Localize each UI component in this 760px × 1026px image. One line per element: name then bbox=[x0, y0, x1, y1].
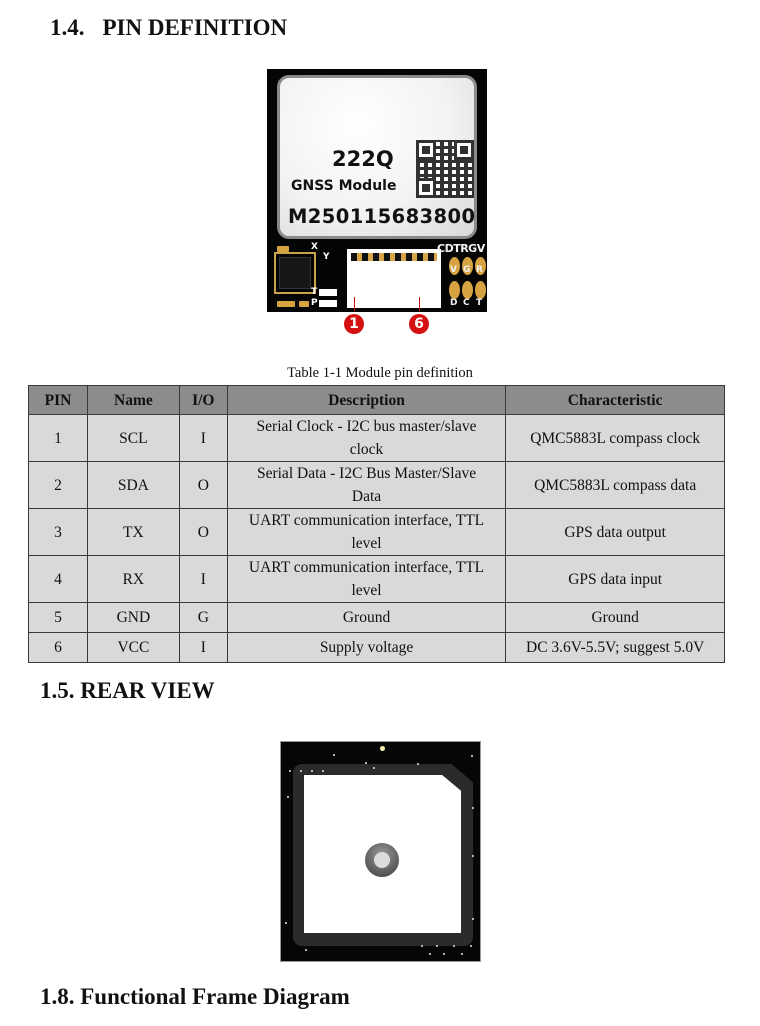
axis-y-label: Y bbox=[323, 252, 330, 262]
cell-pin: 6 bbox=[29, 633, 88, 663]
cell-io: G bbox=[179, 603, 227, 633]
table-row bbox=[29, 462, 725, 509]
section-title: PIN DEFINITION bbox=[102, 15, 288, 40]
cell-name: GND bbox=[87, 603, 179, 633]
cell-characteristic: Ground bbox=[506, 603, 725, 633]
cell-name: SCL bbox=[87, 415, 179, 462]
cell-io: I bbox=[179, 556, 227, 603]
cell-description: Serial Clock - I2C bus master/slave clock bbox=[227, 415, 506, 462]
pad-label-v: V bbox=[450, 265, 457, 275]
compass-chip-icon bbox=[279, 257, 311, 289]
cell-pin: 2 bbox=[29, 462, 88, 509]
header-io: I/O bbox=[179, 386, 227, 415]
test-pad-t-label: T bbox=[311, 287, 318, 297]
header-characteristic: Characteristic bbox=[506, 386, 725, 415]
pin-1-marker: 1 bbox=[344, 314, 364, 334]
table-header-row bbox=[29, 386, 725, 415]
test-pad-p-label: P bbox=[311, 298, 318, 308]
cell-characteristic: QMC5883L compass data bbox=[506, 462, 725, 509]
module-front-image bbox=[267, 69, 487, 312]
pad-label-g: G bbox=[463, 265, 471, 275]
pad-label-r: R bbox=[476, 265, 483, 275]
antenna-feed-icon bbox=[365, 843, 399, 877]
header-pin: PIN bbox=[29, 386, 88, 415]
cell-description: Serial Data - I2C Bus Master/Slave Data bbox=[227, 462, 506, 509]
pin-6-marker: 6 bbox=[409, 314, 429, 334]
axis-x-label: X bbox=[311, 242, 318, 252]
test-pad-t bbox=[319, 289, 337, 296]
led-icon bbox=[380, 746, 385, 751]
cell-io: O bbox=[179, 509, 227, 556]
table-row bbox=[29, 603, 725, 633]
table-row bbox=[29, 415, 725, 462]
section-heading-rear-view: 1.5. REAR VIEW bbox=[40, 678, 215, 703]
pad-header-labels: CDTRGV bbox=[437, 242, 485, 255]
test-pad-p bbox=[319, 300, 337, 307]
table-row bbox=[29, 509, 725, 556]
section-heading-functional-frame: 1.8. Functional Frame Diagram bbox=[40, 984, 350, 1009]
module-label bbox=[277, 75, 477, 239]
pin-definition-table bbox=[28, 385, 725, 663]
cell-characteristic: DC 3.6V-5.5V; suggest 5.0V bbox=[506, 633, 725, 663]
connector-icon bbox=[347, 249, 441, 308]
module-rear-image bbox=[280, 741, 481, 962]
pad-label-c: C bbox=[463, 298, 470, 308]
cell-io: I bbox=[179, 633, 227, 663]
cell-description: UART communication interface, TTL level bbox=[227, 509, 506, 556]
module-model: 222Q bbox=[332, 147, 394, 171]
cell-io: I bbox=[179, 415, 227, 462]
pad-label-t: T bbox=[476, 298, 483, 308]
cell-name: RX bbox=[87, 556, 179, 603]
cell-pin: 3 bbox=[29, 509, 88, 556]
cell-characteristic: GPS data output bbox=[506, 509, 725, 556]
cell-characteristic: GPS data input bbox=[506, 556, 725, 603]
cell-io: O bbox=[179, 462, 227, 509]
cell-description: Supply voltage bbox=[227, 633, 506, 663]
cell-characteristic: QMC5883L compass clock bbox=[506, 415, 725, 462]
cell-pin: 5 bbox=[29, 603, 88, 633]
cell-name: VCC bbox=[87, 633, 179, 663]
pad-label-d: D bbox=[450, 298, 458, 308]
qr-code-icon bbox=[416, 140, 474, 198]
cell-pin: 1 bbox=[29, 415, 88, 462]
section-number: 1.4. bbox=[50, 15, 85, 40]
table-row bbox=[29, 556, 725, 603]
table-row bbox=[29, 633, 725, 663]
module-serial: M250115683800 bbox=[288, 205, 476, 228]
table-caption: Table 1-1 Module pin definition bbox=[287, 365, 473, 381]
header-description: Description bbox=[227, 386, 506, 415]
cell-description: UART communication interface, TTL level bbox=[227, 556, 506, 603]
section-heading-pin-definition bbox=[50, 15, 287, 41]
cell-description: Ground bbox=[227, 603, 506, 633]
cell-pin: 4 bbox=[29, 556, 88, 603]
cell-name: SDA bbox=[87, 462, 179, 509]
header-name: Name bbox=[87, 386, 179, 415]
module-type: GNSS Module bbox=[291, 178, 397, 194]
cell-name: TX bbox=[87, 509, 179, 556]
